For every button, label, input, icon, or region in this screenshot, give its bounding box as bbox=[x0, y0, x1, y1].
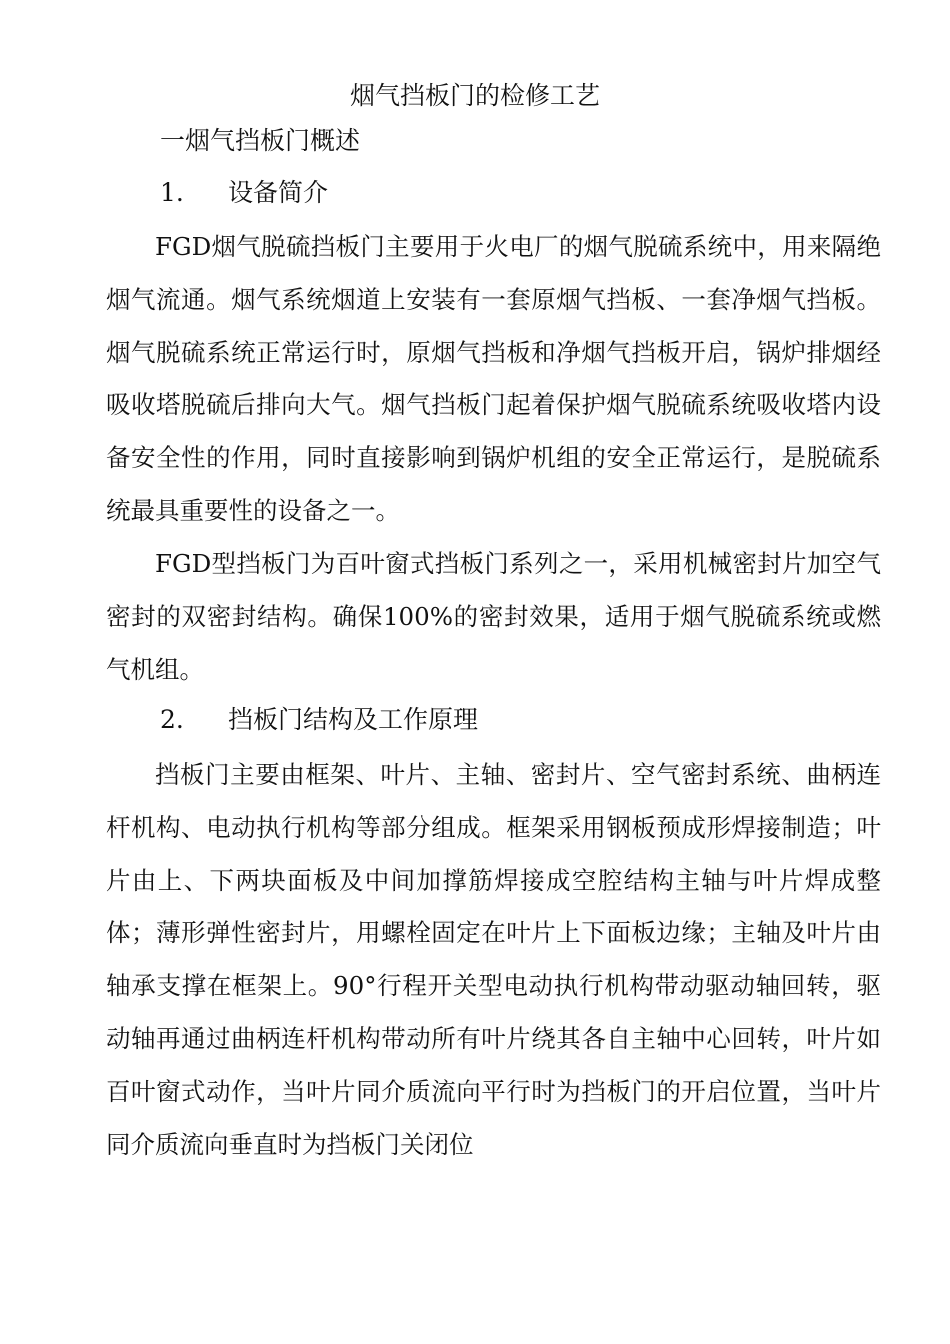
paragraph-3: 挡板门主要由框架、叶片、主轴、密封片、空气密封系统、曲柄连杆机构、电动执行机构等部分组成。框架采用钢板预成形焊接制造；叶片由上、下两块面板及中间加撑筋焊接成空腔结构主轴与叶片焊成整体；薄形弹性密封片，用螺栓固定在叶片上下面板边缘；主轴及叶片由轴承支撑在框架上。90°行程开关型电动执行机构带动驱动轴回转，驱动轴再通过曲柄连杆机构带动所有叶片绕其各自主轴中心回转，叶片如百叶窗式动作，当叶片同介质流向平行时为挡板门的开启位置，当叶片同介质流向垂直时为挡板门关闭位 bbox=[106, 760, 881, 1159]
subsection-heading-1 bbox=[160, 173, 328, 213]
subsection-title: 设备简介 bbox=[228, 178, 329, 207]
paragraph-2: FGD型挡板门为百叶窗式挡板门系列之一，采用机械密封片加空气密封的双密封结构。确保100%的密封效果，适用于烟气脱硫系统或燃气机组。 bbox=[106, 549, 881, 684]
subsection-heading-2 bbox=[160, 700, 478, 740]
paragraph-1: FGD烟气脱硫挡板门主要用于火电厂的烟气脱硫系统中，用来隔绝烟气流通。烟气系统烟道上安装有一套原烟气挡板、一套净烟气挡板。烟气脱硫系统正常运行时，原烟气挡板和净烟气挡板开启，锅炉排烟经吸收塔脱硫后排向大气。烟气挡板门起着保护烟气脱硫系统吸收塔内设备安全性的作用，同时直接影响到锅炉机组的安全正常运行，是脱硫系统最具重要性的设备之一。 bbox=[106, 232, 881, 525]
document-title: 烟气挡板门的检修工艺 bbox=[349, 81, 600, 110]
subsection-number: 2. bbox=[160, 705, 184, 734]
subsection-number: 1. bbox=[160, 178, 184, 207]
subsection-title: 挡板门结构及工作原理 bbox=[228, 705, 479, 734]
section-heading: 一烟气挡板门概述 bbox=[160, 126, 361, 155]
